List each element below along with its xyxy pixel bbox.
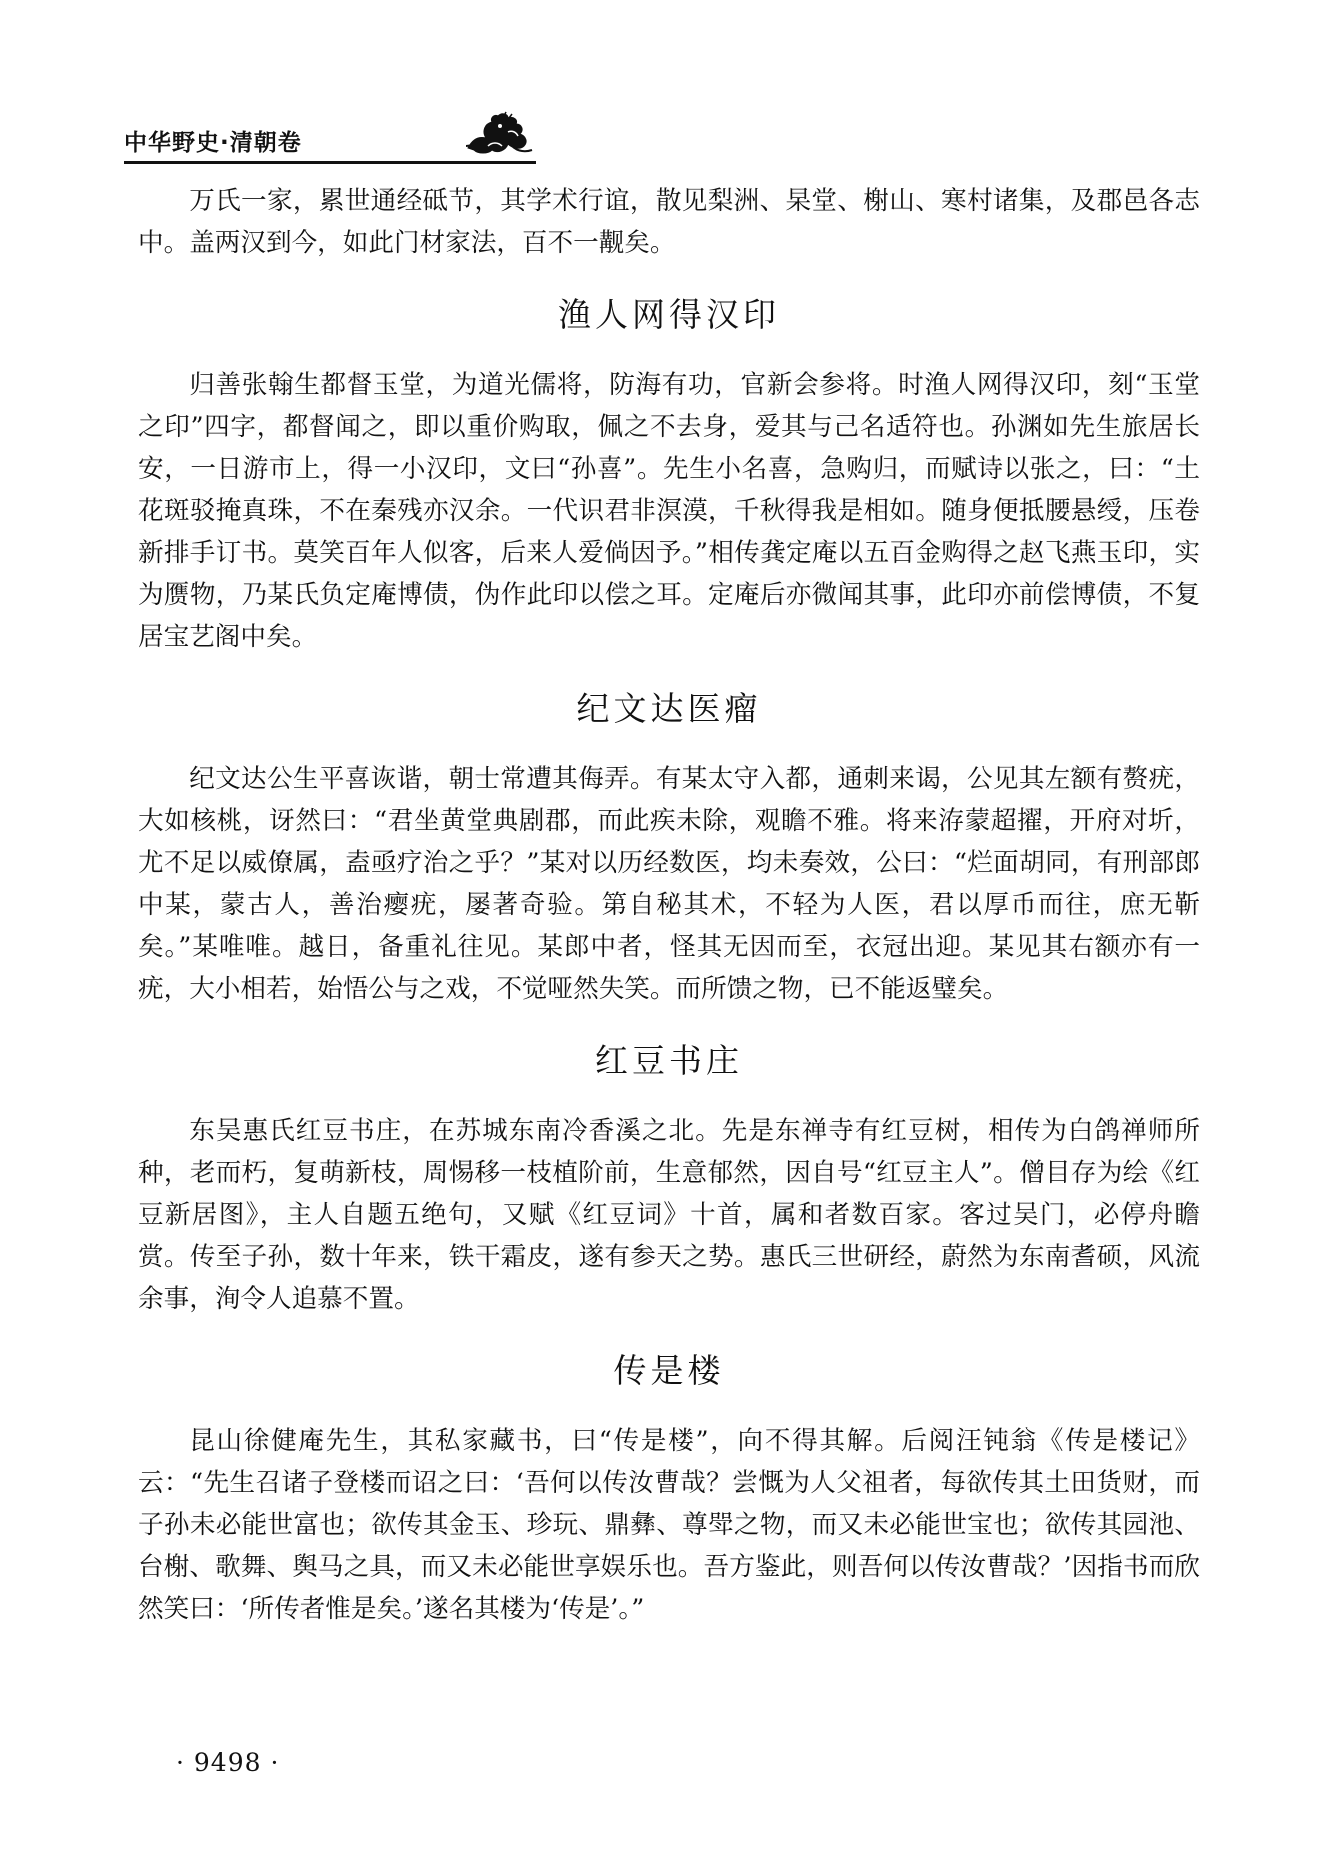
section-paragraph: 归善张翰生都督玉堂，为道光儒将，防海有功，官新会参将。时渔人网得汉印，刻“玉堂之印”四字，都督闻之，即以重价购取，佩之不去身，爱其与己名适符也。孙渊如先生旅居长安，一日游市上，得一小汉印，文曰“孙喜”。先生小名喜，急购归，而赋诗以张之，曰：“土花斑驳掩真珠，不在秦残亦汉余。一代识君非溟漠，千秋得我是相如。随身便抵腰悬绶，压卷新排手订书。莫笑百年人似客，后来人爱倘因予。”相传龚定庵以五百金购得之赵飞燕玉印，实为赝物，乃某氏负定庵博债，伪作此印以偿之耳。定庵后亦微闻其事，此印亦前偿博债，不复居宝艺阁中矣。 (138, 370, 1200, 652)
page-number: · 9498 · (176, 1748, 280, 1777)
section-paragraph: 纪文达公生平喜诙谐，朝士常遭其侮弄。有某太守入都，通刺来谒，公见其左额有赘疣，大如核桃，讶然曰：“君坐黄堂典剧郡，而此疾未除，观瞻不雅。将来洊蒙超擢，开府对圻，尤不足以威僚属，盍亟疗治之乎？”某对以历经数医，均未奏效，公曰：“烂面胡同，有刑部郎中某，蒙古人，善治瘿疣，屡著奇验。第自秘其术，不轻为人医，君以厚币而往，庶无靳矣。”某唯唯。越日，备重礼往见。某郎中者，怪其无因而至，衣冠出迎。某见其右额亦有一疣，大小相若，始悟公与之戏，不觉哑然失笑。而所馈之物，已不能返璧矣。 (138, 764, 1200, 1004)
dragon-emblem-icon (462, 110, 536, 156)
section-title-red-bean-study: 红豆书庄 (595, 1041, 743, 1080)
section-title-ji-wenda: 纪文达医瘤 (576, 689, 762, 728)
section-title-chuanshi-tower: 传是楼 (613, 1351, 725, 1390)
body-text (138, 180, 1200, 1630)
intro-paragraph: 万氏一家，累世通经砥节，其学术行谊，散见梨洲、杲堂、榭山、寒村诸集，及郡邑各志中。盖两汉到今，如此门材家法，百不一觏矣。 (138, 186, 1200, 258)
header-rule (124, 161, 536, 164)
section-paragraph: 昆山徐健庵先生，其私家藏书，曰“传是楼”，向不得其解。后阅汪钝翁《传是楼记》云：“先生召诸子登楼而诏之曰：‘吾何以传汝曹哉？尝慨为人父祖者，每欲传其土田货财，而子孙未必能世富也；欲传其金玉、珍玩、鼎彝、尊斝之物，而又未必能世宝也；欲传其园池、台榭、歌舞、舆马之具，而又未必能世享娱乐也。吾方鉴此，则吾何以传汝曹哉？’因指书而欣然笑曰：‘所传者惟是矣。’遂名其楼为‘传是’。” (138, 1426, 1200, 1624)
section-paragraph: 东吴惠氏红豆书庄，在苏城东南冷香溪之北。先是东禅寺有红豆树，相传为白鸽禅师所种，老而朽，复萌新枝，周惕移一枝植阶前，生意郁然，因自号“红豆主人”。僧目存为绘《红豆新居图》，主人自题五绝句，又赋《红豆词》十首，属和者数百家。客过吴门，必停舟瞻赏。传至子孙，数十年来，铁干霜皮，遂有参天之势。惠氏三世研经，蔚然为东南耆硕，风流余事，洵令人追慕不置。 (138, 1116, 1200, 1314)
running-header (124, 110, 536, 158)
book-title: 中华野史·清朝卷 (124, 130, 302, 156)
section-title-fisherman-seal: 渔人网得汉印 (558, 295, 780, 334)
